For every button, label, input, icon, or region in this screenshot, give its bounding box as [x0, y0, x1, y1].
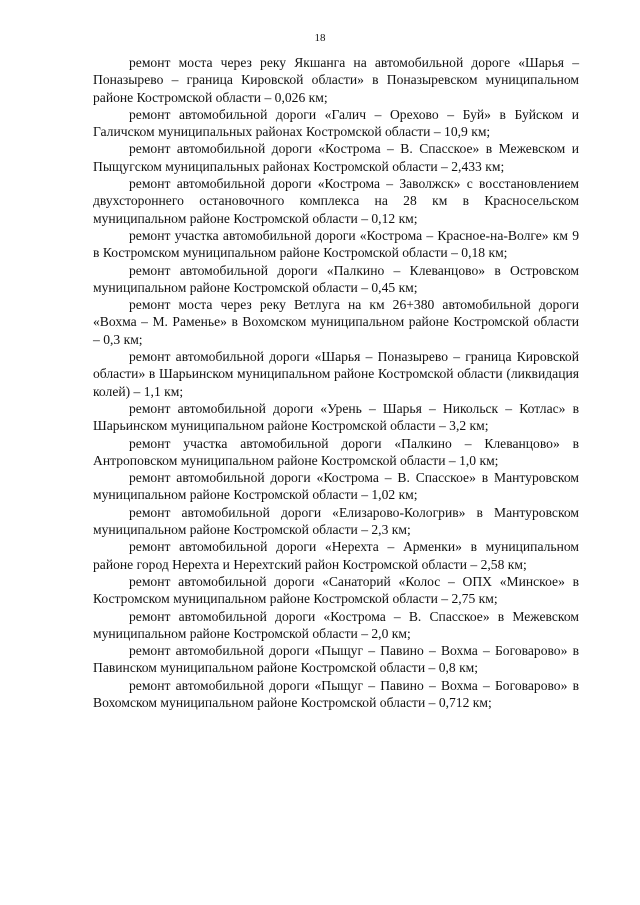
paragraph: ремонт моста через реку Ветлуга на км 26+380 автомобильной дороги «Вохма – М. Раменье» в Вохомском муниципальном районе Костромской области – 0,3 км;: [93, 297, 579, 347]
paragraph: ремонт участка автомобильной дороги «Палкино – Клеванцово» в Антроповском муниципальном районе Костромской области – 1,0 км;: [93, 435, 579, 468]
paragraph: ремонт автомобильной дороги «Санаторий «Колос – ОПХ «Минское» в Костромском муниципальном районе Костромской области – 2,75 км;: [93, 573, 579, 607]
page-number: 18: [314, 32, 326, 44]
paragraph: ремонт автомобильной дороги «Кострома – В. Спасское» в Мантуровском муниципальном районе Костромской области – 1,02 км;: [93, 470, 579, 503]
paragraph: ремонт автомобильной дороги «Пыщуг – Павино – Вохма – Боговарово» в Вохомском муниципальном районе Костромской области – 0,712 км;: [93, 677, 579, 710]
paragraph: ремонт автомобильной дороги «Нерехта – Арменки» в муниципальном районе город Нерехта и Нерехтский район Костромской области – 2,58 км;: [93, 539, 579, 572]
paragraph: ремонт автомобильной дороги «Кострома – В. Спасское» в Межевском муниципальном районе Костромской области – 2,0 км;: [93, 608, 579, 641]
paragraph: ремонт автомобильной дороги «Елизарово-Кологрив» в Мантуровском муниципальном районе Костромской области – 2,3 км;: [93, 504, 579, 538]
paragraph: ремонт автомобильной дороги «Кострома – В. Спасское» в Межевском и Пыщугском муниципальных районах Костромской области – 2,433 км;: [93, 141, 579, 174]
paragraph: ремонт автомобильной дороги «Палкино – Клеванцово» в Островском муниципальном районе Костромской области – 0,45 км;: [93, 262, 579, 295]
paragraph: ремонт участка автомобильной дороги «Кострома – Красное-на-Волге» км 9 в Костромском муниципальном районе Костромской области – 0,18 км;: [93, 227, 579, 261]
paragraph: ремонт автомобильной дороги «Галич – Орехово – Буй» в Буйском и Галичском муниципальных районах Костромской области – 10,9 км;: [93, 106, 579, 140]
paragraph: ремонт автомобильной дороги «Шарья – Поназырево – граница Кировской области» в Шарьинском муниципальном районе Костромской области (ликвидация колей) – 1,1 км;: [93, 349, 579, 399]
paragraph: ремонт автомобильной дороги «Урень – Шарья – Никольск – Котлас» в Шарьинском муниципальном районе Костромской области – 3,2 км;: [93, 400, 579, 434]
paragraph: ремонт автомобильной дороги «Кострома – Заволжск» с восстановлением двухстороннего остановочного комплекса на 28 км в Красносельском муниципальном районе Костромской области – 0,12 км;: [93, 176, 579, 226]
paragraph: ремонт автомобильной дороги «Пыщуг – Павино – Вохма – Боговарово» в Павинском муниципальном районе Костромской области – 0,8 км;: [93, 643, 579, 676]
paragraph: ремонт моста через реку Якшанга на автомобильной дороге «Шарья – Поназырево – граница Кировской области» в Поназыревском муниципальном районе Костромской области – 0,026 км;: [93, 55, 579, 105]
document-body: [93, 54, 579, 711]
